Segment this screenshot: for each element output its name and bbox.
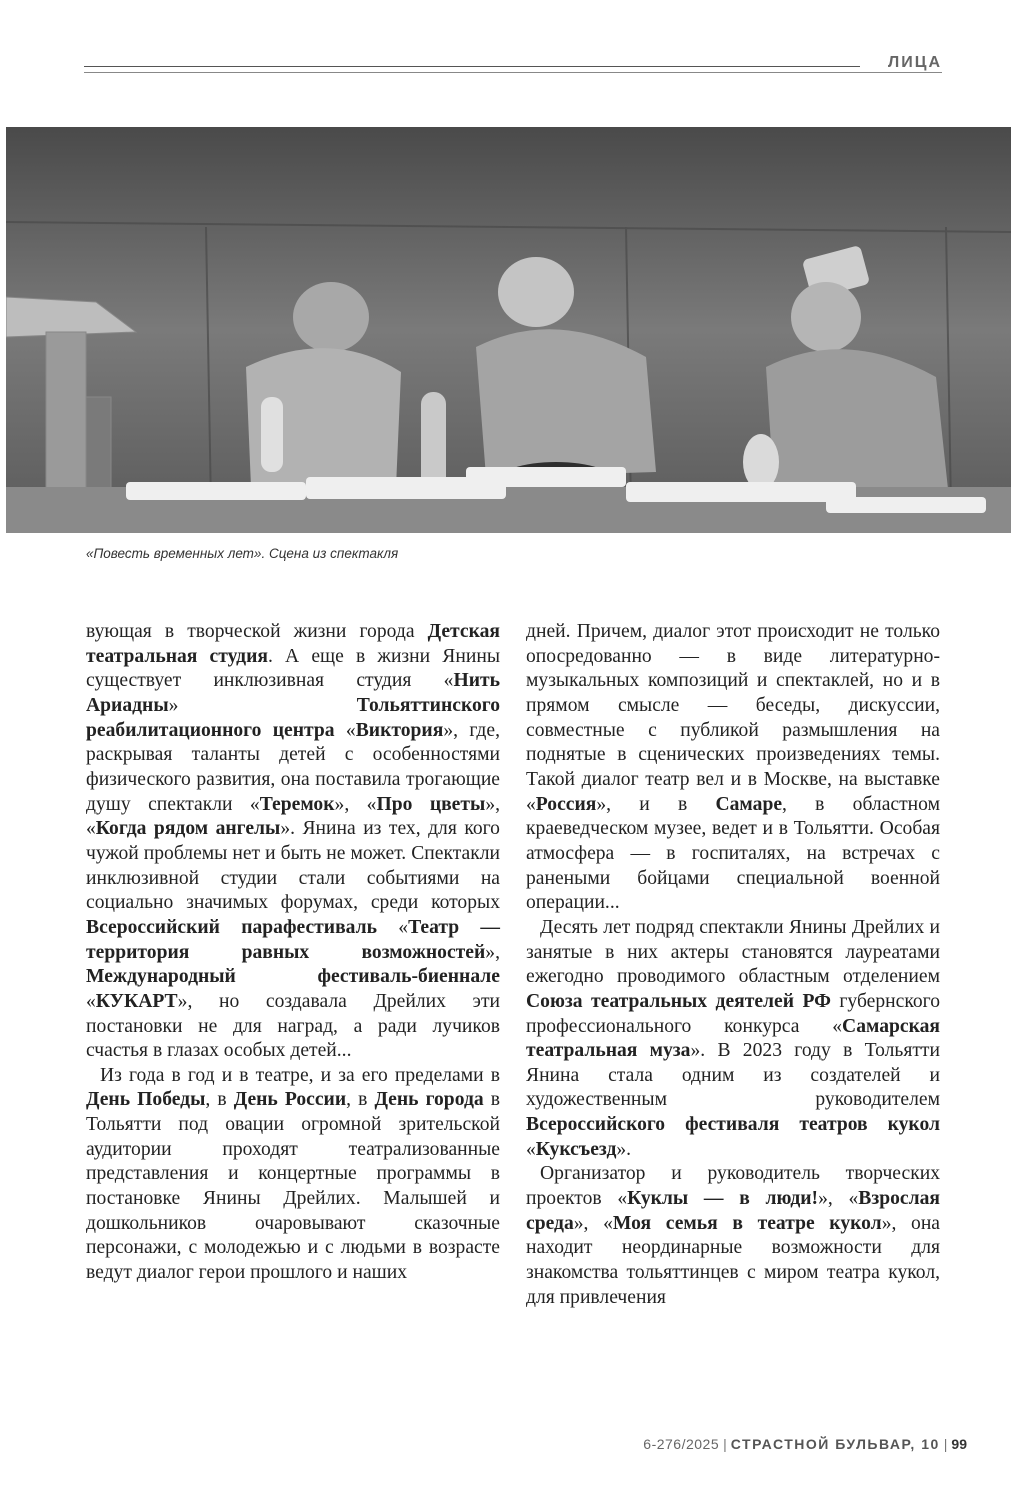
header-rule <box>84 66 860 67</box>
text-run: ». В 2023 году в Тольятти Янина стала одним из создателей и художественным руководителем <box>526 1040 940 1111</box>
text-run: Из года в год и в театре, и за его пределами в <box>100 1064 500 1086</box>
text-run: дней. Причем, диалог этот происходит не только опосредованно — в виде литературно-музыкальных композиций и спектаклей, но и в прямом смысле — беседы, дискуссии, совместные с публикой размышления на поднятые в сценических произведениях темы. Такой диалог театр вел и в Москве, на выставке « <box>526 621 940 815</box>
page-footer <box>643 1436 967 1452</box>
text-run: , в <box>205 1089 234 1111</box>
text-run: », <box>485 941 500 963</box>
bold-term: Самаре <box>715 793 783 815</box>
article-paragraph <box>86 620 500 1064</box>
bold-term: Про цветы <box>376 793 486 815</box>
text-run: ». Янина из тех, для кого чужой проблемы нет и быть не может. Спектакли инклюзивной студии стали событиями на социально значимых форумах, среди которых <box>86 818 500 914</box>
article-paragraph <box>526 620 940 916</box>
bold-term: Самарская театральная муза <box>526 1015 940 1062</box>
text-run: ». <box>616 1138 632 1160</box>
bold-term: Россия <box>535 793 597 815</box>
bold-term: Моя семья в театре кукол <box>612 1212 882 1234</box>
text-run: « <box>526 1138 536 1160</box>
text-run: . А еще в жизни Янины существует инклюзивная студия « <box>86 645 500 692</box>
page-number: 99 <box>951 1436 967 1452</box>
article-paragraph <box>86 1064 500 1286</box>
bold-term: День города <box>374 1089 484 1111</box>
issue-number: 6-276/2025 <box>643 1436 720 1452</box>
bold-term: Взрослая среда <box>526 1188 941 1234</box>
text-run: , в <box>346 1089 375 1111</box>
text-run: « <box>377 916 409 938</box>
text-run: », она находит неординарные возможности для знакомства тольяттинцев с миром театра кукол, для привлечения <box>526 1212 941 1308</box>
text-run: », где, раскрывая таланты детей с особенностями физического развития, она поставила трогающие душу спектакли « <box>86 719 500 815</box>
bold-term: КУКАРТ <box>95 990 178 1012</box>
text-run: », и в <box>596 793 716 815</box>
photo-caption: «Повесть временных лет». Сцена из спектакля <box>86 546 399 561</box>
bold-term: Теремок <box>259 793 335 815</box>
article-paragraph <box>526 1162 940 1310</box>
section-label: ЛИЦА <box>888 54 942 71</box>
bold-term: Куклы — в люди! <box>627 1188 819 1210</box>
bold-term: Нить Ариадны <box>86 670 500 716</box>
text-run: », « <box>86 793 501 840</box>
stage-photo <box>6 127 1011 533</box>
text-run: », но создавала Дрейлих эти постановки не для наград, а ради лучиков счастья в глазах особых детей... <box>86 990 500 1062</box>
footer-separator: | <box>943 1436 948 1452</box>
stage-photo-illustration <box>6 127 1011 533</box>
text-run: в Тольятти под овации огромной зрительской аудитории проходят театрализованные представления и концертные программы в постановке Янины Дрейлих. Малышей и дошкольников очаровывают сказочные персонажи, с молодежью и с людьми в возрасте ведут диалог герои прошлого и наших <box>86 1089 500 1284</box>
text-run: », « <box>818 1188 859 1210</box>
article-column-right <box>526 620 940 1310</box>
bold-term: Театр — территория равных возможностей <box>86 916 501 963</box>
bold-term: Детская театральная студия <box>86 621 500 667</box>
bold-term: Всероссийский парафестиваль <box>86 916 377 938</box>
text-run: « <box>334 719 356 741</box>
article-paragraph <box>526 916 940 1163</box>
text-run: , в областном краеведческом музее, ведет и в Тольятти. Особая атмосфера — в госпиталях, на встречах с ранеными бойцами специальной военной операции... <box>526 793 940 914</box>
bold-term: День России <box>233 1089 347 1111</box>
text-run: », « <box>334 793 377 815</box>
text-run: « <box>86 990 96 1012</box>
bold-term: Международный фестиваль-биеннале <box>86 966 500 988</box>
text-run: Десять лет подряд спектакли Янины Дрейлих и занятые в них актеры становятся лауреатами ежегодно проводимого областным отделением <box>526 916 940 988</box>
bold-term: День Победы <box>86 1089 206 1111</box>
text-run: вующая в творческой жизни города <box>86 621 428 642</box>
text-run: », « <box>573 1212 613 1234</box>
bold-term: Всероссийского фестиваля театров кукол <box>526 1114 940 1136</box>
bold-term: Виктория <box>355 719 444 741</box>
text-run: » <box>168 694 357 716</box>
header-rule-thin <box>84 72 942 73</box>
bold-term: Союза театральных деятелей РФ <box>526 990 831 1012</box>
footer-separator: | <box>723 1436 727 1452</box>
text-run: Организатор и руководитель творческих проектов « <box>526 1163 940 1210</box>
article-column-left <box>86 620 500 1286</box>
magazine-title: СТРАСТНОЙ БУЛЬВАР, 10 <box>730 1436 940 1452</box>
bold-term: Тольяттинского реабилитационного центра <box>86 694 500 741</box>
bold-term: Куксъезд <box>535 1138 617 1160</box>
bold-term: Когда рядом ангелы <box>95 818 281 840</box>
text-run: губернского профессионального конкурса « <box>526 990 940 1037</box>
